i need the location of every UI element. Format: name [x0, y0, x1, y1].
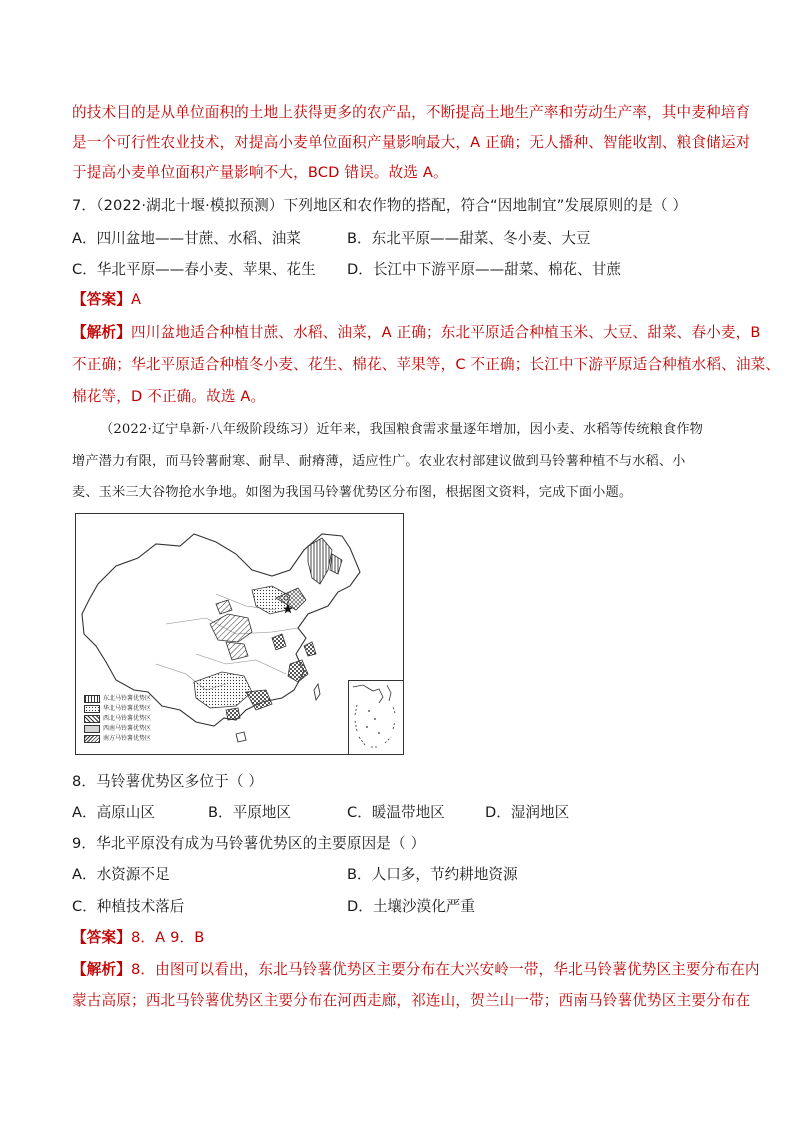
- q8-option-b: B．平原地区: [208, 804, 291, 821]
- legend-item: [84, 724, 151, 734]
- q9-option-b: B．人口多，节约耕地资源: [347, 866, 518, 883]
- answer-value: 8．A 9．B: [130, 929, 205, 946]
- legend-swatch: [84, 705, 100, 713]
- q8-9-analysis-line-2: 蒙古高原；西北马铃薯优势区主要分布在河西走廊，祁连山，贺兰山一带；西南马铃薯优势区主要分布在: [72, 992, 751, 1009]
- q8-9-answer: [72, 928, 204, 948]
- south-china-sea-inset: [348, 680, 403, 754]
- q9-option-a: A．水资源不足: [72, 866, 170, 883]
- material-line-3: 麦、玉米三大谷物抢水争地。如图为我国马铃薯优势区分布图，根据图文资料，完成下面小题。: [72, 485, 633, 500]
- potato-region-map: [75, 513, 404, 755]
- q7-option-d: D．长江中下游平原——甜菜、棉花、甘蔗: [347, 261, 621, 278]
- material-line-1: （2022·辽宁阜新·八年级阶段练习）近年来，我国粮食需求量逐年增加，因小麦、水稻等传统粮食作物: [100, 422, 704, 437]
- analysis-text: 8．由图可以看出，东北马铃薯优势区主要分布在大兴安岭一带，华北马铃薯优势区主要分布在内: [130, 961, 760, 978]
- q8-option-a: A．高原山区: [72, 804, 155, 821]
- analysis-line-1: 的技术目的是从单位面积的土地上获得更多的农产品，不断提高土地生产率和劳动生产率，其中麦种培育: [72, 104, 751, 121]
- question-9-stem: 9．华北平原没有成为马铃薯优势区的主要原因是（ ）: [72, 835, 426, 852]
- question-7-stem: 7．（2022·湖北十堰·模拟预测）下列地区和农作物的搭配，符合“因地制宜”发展原则的是（ ）: [72, 197, 688, 214]
- analysis-text: 四川盆地适合种植甘蔗、水稻、油菜，A 正确；东北平原适合种植玉米、大豆、甜菜、春小麦，B: [130, 324, 761, 341]
- answer-value: A: [130, 291, 142, 308]
- q8-option-c: C．暖温带地区: [347, 804, 445, 821]
- analysis-label: 【解析】: [72, 324, 131, 341]
- legend-label: 南方马铃薯优势区: [103, 735, 152, 742]
- analysis-line-2: 是一个可行性农业技术，对提高小麦单位面积产量影响最大，A 正确；无人播种、智能收割、粮食储运对: [72, 134, 751, 151]
- legend-item: [84, 704, 151, 714]
- map-legend: [84, 694, 151, 744]
- legend-item: [84, 694, 151, 704]
- analysis-label: 【解析】: [72, 961, 131, 978]
- inset-map: [349, 681, 403, 754]
- legend-swatch: [84, 695, 100, 703]
- legend-swatch: [84, 715, 100, 723]
- answer-label: 【答案】: [72, 291, 131, 308]
- q9-option-c: C．种植技术落后: [72, 898, 185, 915]
- legend-label: 西南马铃薯优势区: [103, 725, 152, 732]
- q7-option-a: A．四川盆地——甘蔗、水稻、油菜: [72, 230, 301, 247]
- q7-analysis-line-2: 不正确；华北平原适合种植冬小麦、花生、棉花、苹果等，C 不正确；长江中下游平原适合种植水稻、油菜、: [72, 356, 781, 373]
- q8-option-d: D．湿润地区: [485, 804, 570, 821]
- answer-label: 【答案】: [72, 929, 131, 946]
- legend-item: [84, 714, 151, 724]
- legend-label: 东北马铃薯优势区: [103, 695, 152, 702]
- legend-swatch: [84, 725, 100, 733]
- question-8-stem: 8．马铃薯优势区多位于（ ）: [72, 773, 264, 790]
- q7-analysis-line-3: 棉花等，D 不正确。故选 A。: [72, 388, 266, 405]
- analysis-line-3: 于提高小麦单位面积产量影响不大，BCD 错误。故选 A。: [72, 164, 448, 181]
- legend-item: [84, 734, 151, 744]
- q7-option-c: C．华北平原——春小麦、苹果、花生: [72, 261, 316, 278]
- q7-analysis-line-1: [72, 323, 761, 343]
- q9-option-d: D．土壤沙漠化严重: [347, 898, 475, 915]
- q8-9-analysis-line-1: [72, 960, 760, 980]
- q7-option-b: B．东北平原——甜菜、冬小麦、大豆: [347, 230, 591, 247]
- legend-swatch: [84, 735, 100, 743]
- material-line-2: 增产潜力有限，而马铃薯耐寒、耐旱、耐瘠薄，适应性广。农业农村部建议做到马铃薯种植不与水稻、小: [72, 454, 686, 469]
- legend-label: 西北马铃薯优势区: [103, 715, 152, 722]
- q7-answer: [72, 290, 141, 310]
- legend-label: 华北马铃薯优势区: [103, 705, 152, 712]
